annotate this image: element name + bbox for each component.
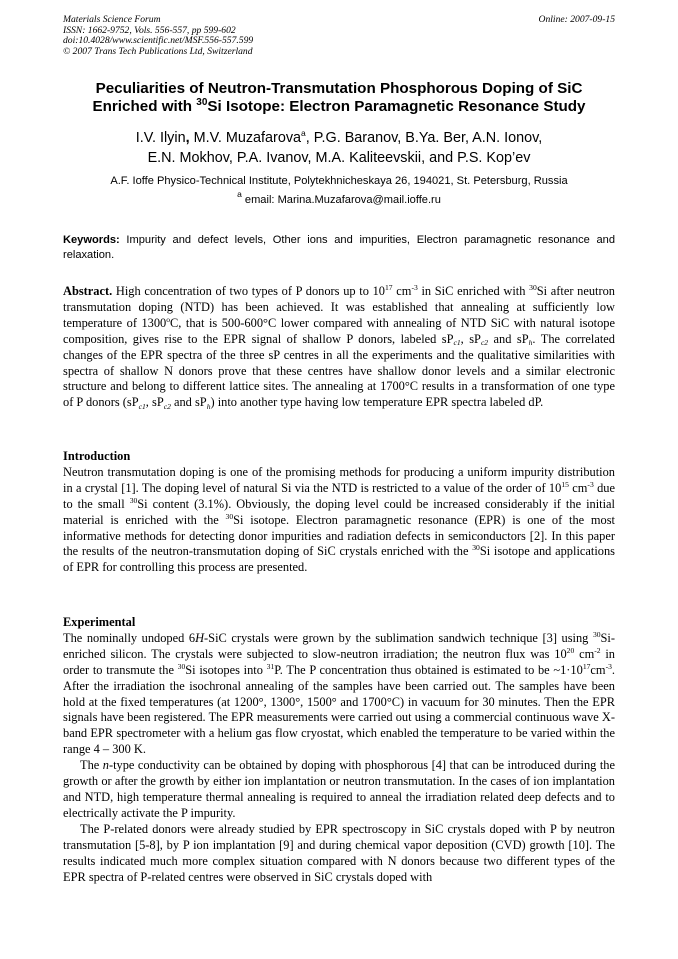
introduction-section (63, 449, 615, 576)
abstract (63, 284, 615, 411)
keywords (63, 233, 615, 262)
author-list (63, 128, 615, 168)
title-line-1: Peculiarities of Neutron-Transmutation Phosphorous Doping of SiC (95, 80, 583, 97)
email-address: email: Marina.Muzafarova@mail.ioffe.ru (241, 194, 441, 206)
author-muzafarova: M.V. Muzafarova (193, 130, 302, 146)
journal-name: Materials Science Forum (63, 14, 161, 25)
authors-line-1: I.V. Ilyin, M.V. Muzafarova$^a$, P.G. Baranov, B.Ya. Ber, A.N. Ionov, (135, 128, 543, 146)
journal-header (63, 15, 615, 57)
abstract-paragraph: Abstract. High concentration of two types of P donors up to $10^{17}$ $cm^{-3}$ in SiC enriched with $^{30}$Si after neutron transmutation doping (NTD) has been achieved. It was established that annealing at sufficiently low temperature of 1300$^o$C, that is 500-600°C lower compared with annealing of NTD SiC with natural isotope composition, gives rise to the EPR signal of shallow P donors, labeled $sP_{c1}$, $sP_{c2}$ and $sP_h$. The correlated changes of the EPR spectra of the three sP centres in all the experiments and the qualitative similarities with spectra of shallow N donors prove that these centres have shallow donor levels and a similar electronic structure and belong to different lattice sites. The annealing at 1700°C results in a transformation of one type of P donors ($sP_{c1}$, $sP_{c2}$ and $sP_h$) into another type having low temperature EPR spectra labeled dP. (63, 283, 615, 411)
abstract-label: Abstract. (63, 284, 113, 298)
doi-line: doi:10.4028/www.scientific.net/MSF.556-557.599 (63, 35, 254, 46)
affiliation: A.F. Ioffe Physico-Technical Institute, Polytekhnicheskaya 26, 194021, St. Petersburg, Russia (110, 175, 568, 187)
experimental-paragraph-2: The n-type conductivity can be obtained by doping with phosphorous [4] that can be introduced during the growth or after the growth by either ion implantation or neutron transmutation. In the cases of ion implantation and NTD, high temperature thermal annealing is required to anneal the irradiation related deep defects and to electrically activate the P impurity. (63, 758, 615, 820)
authors-line-2: E.N. Mokhov, P.A. Ivanov, M.A. Kaliteevskii, and P.S. Kop’ev (147, 150, 531, 166)
keywords-label: Keywords: (63, 234, 120, 246)
introduction-paragraph: Neutron transmutation doping is one of the promising methods for producing a uniform impurity distribution in a crystal [1]. The doping level of natural Si via the NTD is restricted to a value of the order of $10^{15}$ $cm^{-3}$ due to the small $^{30}$Si content (3.1%). Obviously, the doping level could be increased considerably if the initial material is enriched with the $^{30}$Si isotope. Electron paramagnetic resonance (EPR) is one of the most informative methods for detecting donor impurities and radiation defects in semiconductors [2]. In this paper the results of the neutron-transmutation doping of SiC crystals enriched with the $^{30}$Si isotope and applications of EPR for controlling this process are presented. (63, 464, 616, 575)
keywords-text: Impurity and defect levels, Other ions and impurities, Electron paramagnetic resonance and relaxation. (63, 234, 615, 261)
copyright-line: © 2007 Trans Tech Publications Ltd, Switzerland (63, 45, 253, 57)
experimental-section (63, 615, 615, 885)
introduction-heading: Introduction (63, 449, 131, 463)
paper-title (63, 80, 615, 116)
experimental-paragraph-1: The nominally undoped 6H-SiC crystals were grown by the sublimation sandwich technique [3] using $^{30}$Si-enriched silicon. The crystals were subjected to slow-neutron irradiation; the neutron flux was $10^{20}$ $cm^{-2}$ in order to transmute the $^{30}$Si isotopes into $^{31}$P. The P concentration thus obtained is estimated to be $\sim 1\cdot 10^{17}cm^{-3}$. After the irradiation the isochronal annealing of the samples have been carried out. The samples have been hold at the fixed temperatures (at 1200°, 1300°, 1500° and 1700°C) in vacuum for 30 minutes. Then the EPR signals have been registered. The EPR measurements were carried out using a commercial continuous wave X-band EPR spectrometer with a helium gas flow cryostat, which enabled the temperature to be varied within the range 4 – 300 K. (63, 629, 615, 757)
author-ilyin: I.V. Ilyin (135, 130, 186, 146)
experimental-heading: Experimental (63, 615, 136, 629)
email-line: $^a$ email: Marina.Muzafarova@mail.ioffe.ru (237, 189, 441, 206)
issn-line: ISSN: 1662-9752, Vols. 556-557, pp 599-602 (63, 24, 236, 36)
title-line-2: Enriched with $^{30}$Si Isotope: Electron Paramagnetic Resonance Study (92, 97, 586, 115)
experimental-paragraph-3: The P-related donors were already studied by EPR spectroscopy in SiC crystals doped with P by neutron transmutation [5-8], by P ion implantation [9] and during chemical vapor deposition (CVD) growth [10]. The results indicated much more complex situation compared with N donors because two different types of the EPR spectra of P-related centres were observed in SiC crystals doped with (63, 821, 615, 884)
online-date: Online: 2007-09-15 (538, 14, 615, 25)
